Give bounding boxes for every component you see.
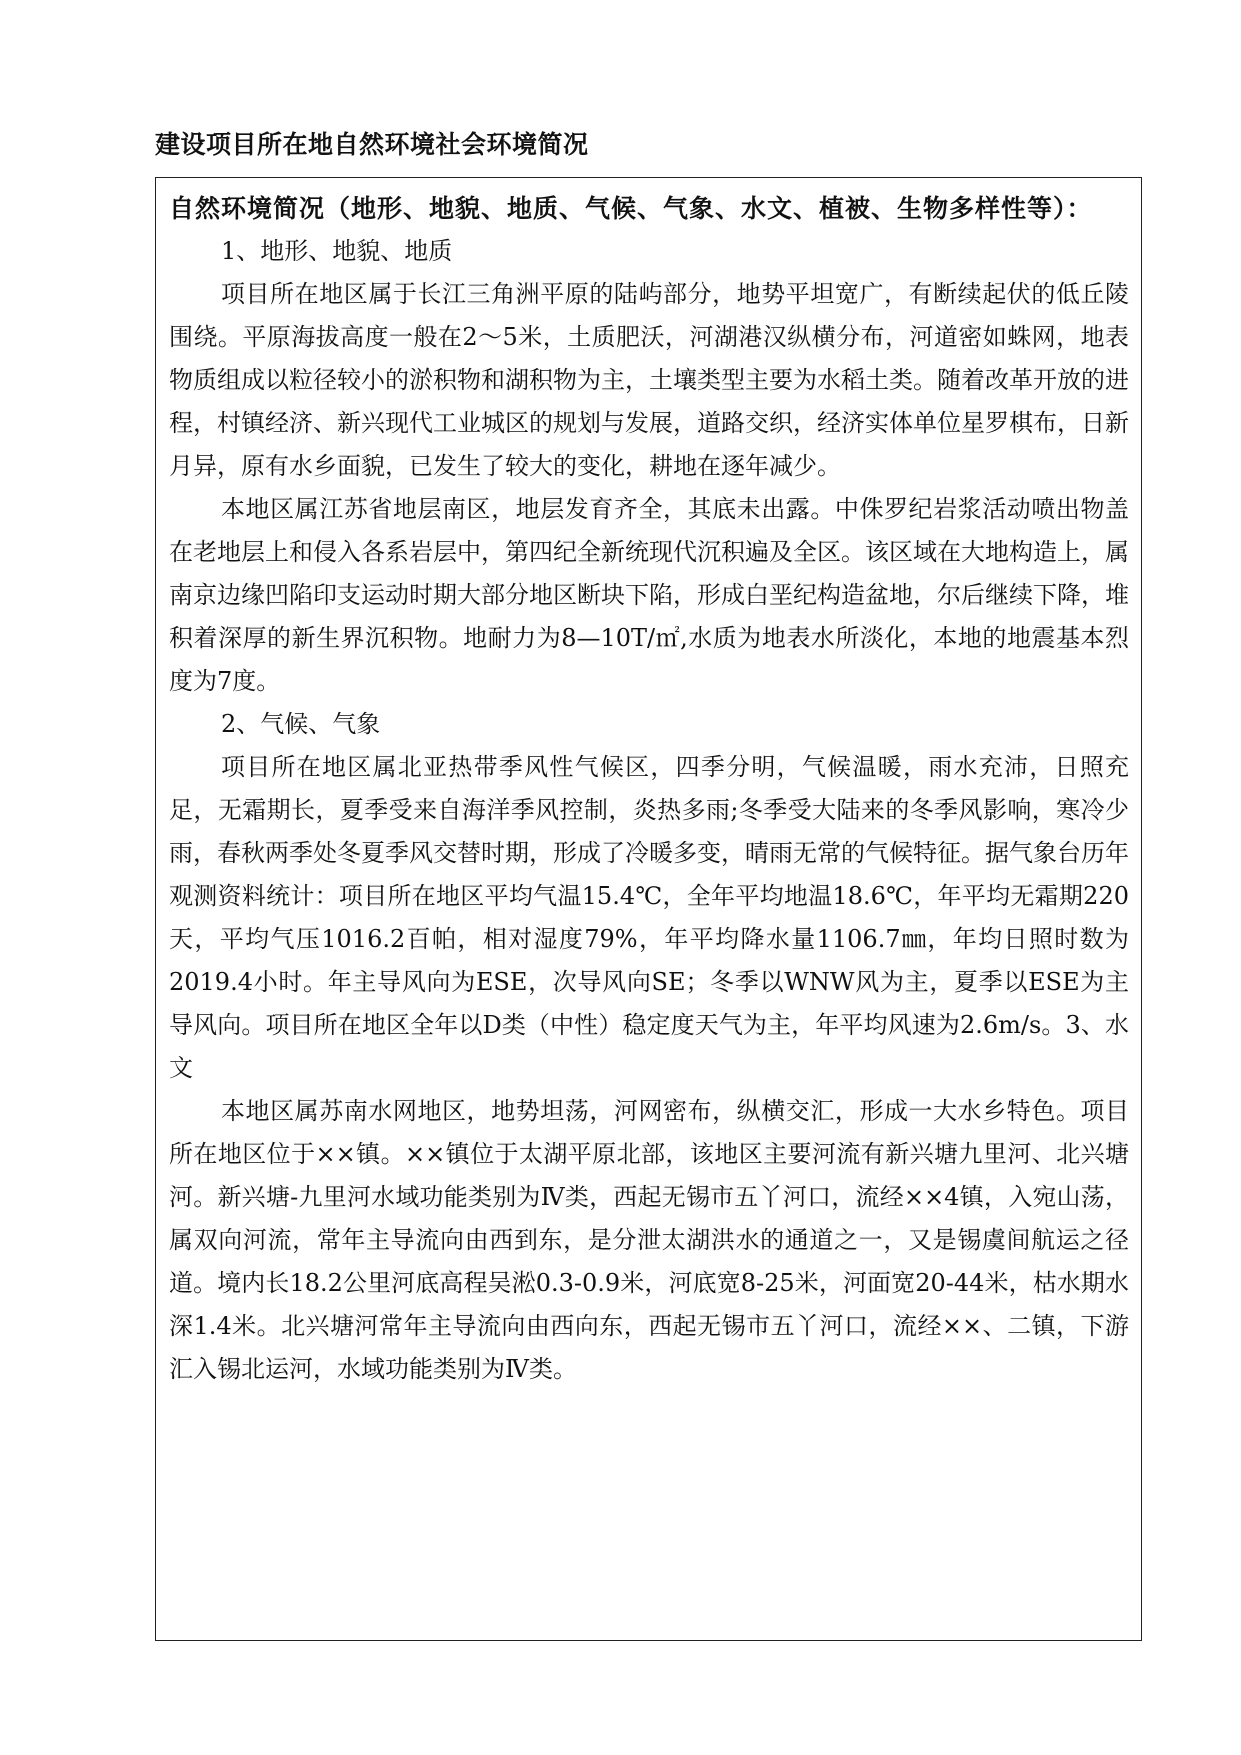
natural-environment-box xyxy=(155,177,1142,1641)
page-title: 建设项目所在地自然环境社会环境简况 xyxy=(155,130,589,159)
section-heading-terrain: 1、地形、地貌、地质 xyxy=(221,237,453,265)
paragraph-hydrology: 本地区属苏南水网地区，地势坦荡，河网密布，纵横交汇，形成一大水乡特色。项目所在地区位于××镇。××镇位于太湖平原北部，该地区主要河流有新兴塘九里河、北兴塘河。新兴塘-九里河水域功能类别为Ⅳ类，西起无锡市五丫河口，流经××4镇，入宛山荡，属双向河流，常年主导流向由西到东，是分泄太湖洪水的通道之一，又是锡虞间航运之径道。境内长18.2公里河底高程吴淞0.3-0.9米，河底宽8-25米，河面宽20-44米，枯水期水深1.4米。北兴塘河常年主导流向由西向东，西起无锡市五丫河口，流经××、二镇，下游汇入锡北运河，水域功能类别为Ⅳ类。 xyxy=(169,1097,1129,1383)
section-heading-climate: 2、气候、气象 xyxy=(221,710,381,738)
box-heading: 自然环境简况（地形、地貌、地质、气候、气象、水文、植被、生物多样性等）： xyxy=(169,194,1093,223)
paragraph-terrain: 项目所在地区属于长江三角洲平原的陆屿部分，地势平坦宽广，有断续起伏的低丘陵围绕。平原海拔高度一般在2～5米，土质肥沃，河湖港汉纵横分布，河道密如蛛网，地表物质组成以粒径较小的淤积物和湖积物为主，土壤类型主要为水稻土类。随着改革开放的进程，村镇经济、新兴现代工业城区的规划与发展，道路交织，经济实体单位星罗棋布，日新月异，原有水乡面貌，已发生了较大的变化，耕地在逐年减少。 xyxy=(169,280,1129,480)
paragraph-geology: 本地区属江苏省地层南区，地层发育齐全，其底未出露。中侏罗纪岩浆活动喷出物盖在老地层上和侵入各系岩层中，第四纪全新统现代沉积遍及全区。该区域在大地构造上，属南京边缘凹陷印支运动时期大部分地区断块下陷，形成白垩纪构造盆地，尔后继续下降，堆积着深厚的新生界沉积物。地耐力为8—10T/㎡,水质为地表水所淡化，本地的地震基本烈度为7度。 xyxy=(169,495,1129,695)
paragraph-climate: 项目所在地区属北亚热带季风性气候区，四季分明，气候温暖，雨水充沛，日照充足，无霜期长，夏季受来自海洋季风控制，炎热多雨;冬季受大陆来的冬季风影响，寒冷少雨，春秋两季处冬夏季风交替时期，形成了冷暖多变，晴雨无常的气候特征。据气象台历年观测资料统计：项目所在地区平均气温15.4℃，全年平均地温18.6℃，年平均无霜期220天，平均气压1016.2百帕，相对湿度79%，年平均降水量1106.7㎜，年均日照时数为2019.4小时。年主导风向为ESE，次导风向SE；冬季以WNW风为主，夏季以ESE为主导风向。项目所在地区全年以D类（中性）稳定度天气为主，年平均风速为2.6m/s。3、水文 xyxy=(169,753,1129,1082)
